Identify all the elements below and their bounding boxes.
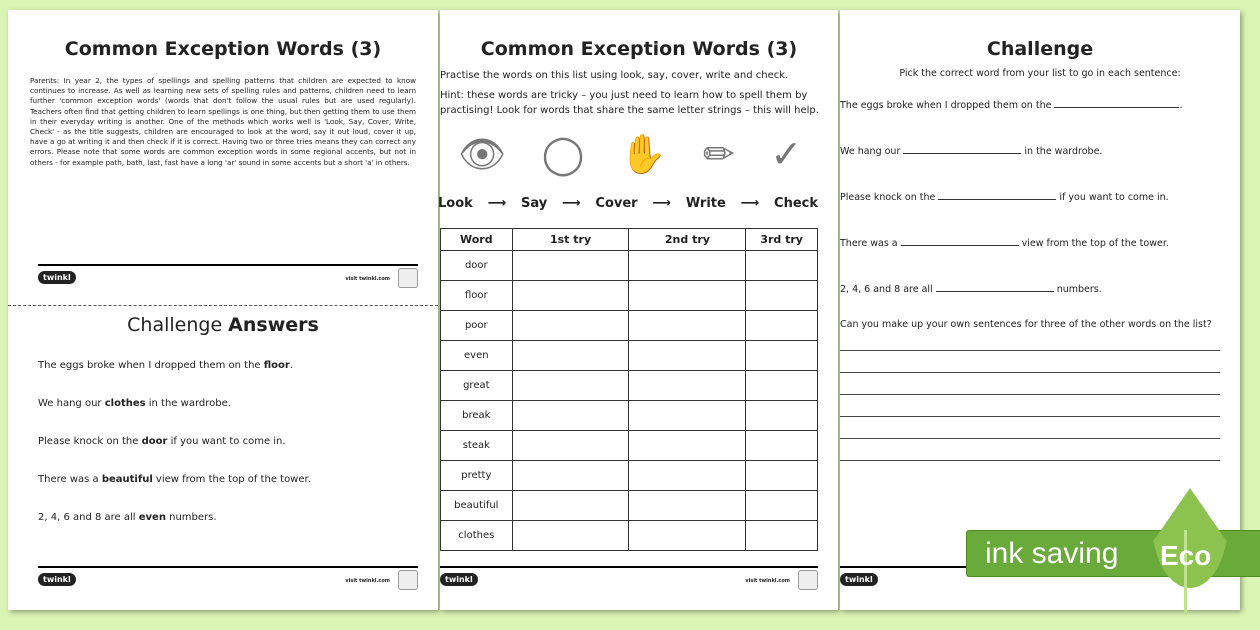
hand-icon: ✋ [619, 132, 668, 176]
pencil-icon: ✏ [702, 132, 735, 176]
table-row [441, 311, 818, 341]
arrow-icon: ⟶ [740, 196, 760, 211]
answer-sentence: 2, 4, 6 and 8 are all even numbers. [38, 512, 217, 523]
badge-icon [398, 268, 418, 288]
answer-sentence: The eggs broke when I dropped them on the floor. [38, 360, 294, 371]
table-row [441, 341, 818, 371]
answer-sentence: There was a beautiful view from the top of the tower. [38, 474, 311, 485]
page-title: Challenge [986, 38, 1094, 60]
try-cell[interactable] [629, 521, 746, 551]
try-cell[interactable] [629, 311, 746, 341]
page-title: Common Exception Words (3) [64, 38, 382, 60]
try-cell[interactable] [512, 401, 629, 431]
word-cell: beautiful [441, 491, 513, 521]
check-icon: ✓ [770, 132, 803, 176]
hint-text: Hint: these words are tricky – you just need to learn how to spell them by practising! Look for words that share the same letter strings – this will help. [440, 90, 819, 116]
intro-text: Practise the words on this list using look, say, cover, write and check. [440, 70, 789, 81]
table-row [441, 251, 818, 281]
arrow-icon: ⟶ [487, 196, 507, 211]
step-label: Look [438, 196, 473, 211]
try-cell[interactable] [746, 401, 818, 431]
answer-blank[interactable] [936, 282, 1054, 292]
column-header: 2nd try [629, 229, 746, 251]
visit-link[interactable]: visit twinkl.com [745, 578, 790, 584]
word-cell: poor [441, 311, 513, 341]
try-cell[interactable] [629, 401, 746, 431]
answer-blank[interactable] [901, 236, 1019, 246]
challenge-sentence: The eggs broke when I dropped them on the . [840, 100, 1183, 111]
try-cell[interactable] [512, 341, 629, 371]
try-cell[interactable] [746, 311, 818, 341]
word-cell: break [441, 401, 513, 431]
try-cell[interactable] [629, 491, 746, 521]
step-icons [440, 132, 820, 177]
answers-list [38, 360, 311, 550]
table-row [441, 401, 818, 431]
badge-icon [398, 570, 418, 590]
table-row [441, 431, 818, 461]
instruction: Pick the correct word from your list to go in each sentence: [899, 68, 1181, 79]
answer-sentence: Please knock on the door if you want to come in. [38, 436, 286, 447]
try-cell[interactable] [746, 281, 818, 311]
try-cell[interactable] [629, 431, 746, 461]
twinkl-logo: twinkl [38, 573, 76, 586]
try-cell[interactable] [746, 521, 818, 551]
challenge-sentence: We hang our in the wardrobe. [840, 146, 1103, 157]
sentence-list [840, 98, 1182, 328]
twinkl-logo: twinkl [440, 573, 478, 586]
try-cell[interactable] [512, 461, 629, 491]
try-cell[interactable] [746, 371, 818, 401]
word-cell: pretty [441, 461, 513, 491]
answer-blank[interactable] [903, 144, 1021, 154]
step-label: Write [685, 196, 726, 211]
step-label: Say [521, 196, 548, 211]
eco-badge: Eco [1160, 540, 1212, 571]
arrow-icon: ⟶ [652, 196, 672, 211]
try-cell[interactable] [512, 281, 629, 311]
challenge-sentence: There was a view from the top of the tower. [840, 238, 1169, 249]
answer-blank[interactable] [1054, 98, 1179, 108]
word-cell: door [441, 251, 513, 281]
parents-note: Parents: In year 2, the types of spellings and spelling patterns that children are expected to know continues to increase. As well as learning new sets of spelling rules and patterns, children need to learn further 'common exception words' (words that don't follow the usual rules but are used regularly). Teachers often find that getting children to learn spellings is one thing, but then getting them to use them in their everyday writing is another. One of the methods which works well is 'Look, Say, Cover, Write, Check' - as the title suggests, children are encouraged to look at the word, say it out loud, cover it up, have a go at writing it and then check if it is correct. Having two or three tries means they can correct any errors. Please note that some words are common exception words in some regional accents, but not in others - for example path, bath, last, fast have a long 'ar' sound in some accents but a short 'a' in others. [30, 76, 416, 167]
try-cell[interactable] [629, 281, 746, 311]
answer-sentence: We hang our clothes in the wardrobe. [38, 398, 231, 409]
word-cell: clothes [441, 521, 513, 551]
parents-page [8, 10, 438, 610]
try-cell[interactable] [629, 371, 746, 401]
word-cell: great [441, 371, 513, 401]
cut-line [8, 305, 438, 306]
visit-link[interactable]: visit twinkl.com [345, 276, 390, 282]
try-cell[interactable] [512, 491, 629, 521]
twinkl-logo: twinkl [840, 573, 878, 586]
word-cell: floor [441, 281, 513, 311]
table-row [441, 461, 818, 491]
eye-icon: 👁 [457, 132, 507, 176]
try-cell[interactable] [512, 311, 629, 341]
try-cell[interactable] [512, 371, 629, 401]
try-cell[interactable] [746, 461, 818, 491]
speech-bubble-icon: ◯ [541, 132, 585, 176]
word-cell: steak [441, 431, 513, 461]
try-cell[interactable] [512, 521, 629, 551]
challenge-sentence: 2, 4, 6 and 8 are all numbers. [840, 284, 1102, 295]
column-header: Word [441, 229, 513, 251]
step-label: Check [774, 196, 818, 211]
spelling-table [440, 228, 818, 551]
step-label: Cover [595, 196, 638, 211]
try-cell[interactable] [746, 491, 818, 521]
footer [38, 264, 418, 282]
try-cell[interactable] [629, 251, 746, 281]
eco-label: ink saving [985, 537, 1119, 570]
answers-title: Challenge Answers [127, 314, 319, 336]
steps-row [438, 196, 818, 211]
twinkl-logo: twinkl [38, 271, 76, 284]
table-row [441, 491, 818, 521]
table-row [441, 281, 818, 311]
try-cell[interactable] [746, 251, 818, 281]
column-header: 1st try [512, 229, 629, 251]
try-cell[interactable] [629, 341, 746, 371]
try-cell[interactable] [746, 431, 818, 461]
try-cell[interactable] [512, 251, 629, 281]
badge-icon [798, 570, 818, 590]
practice-page [440, 10, 838, 610]
table-row [441, 371, 818, 401]
page-title: Common Exception Words (3) [480, 38, 798, 60]
question: Can you make up your own sentences for three of the other words on the list? [840, 319, 1212, 330]
table-row [441, 521, 818, 551]
column-header: 3rd try [746, 229, 818, 251]
challenge-sentence: Please knock on the if you want to come in. [840, 192, 1169, 203]
visit-link[interactable]: visit twinkl.com [345, 578, 390, 584]
footer [38, 566, 418, 584]
arrow-icon: ⟶ [562, 196, 581, 211]
try-cell[interactable] [512, 431, 629, 461]
word-cell: even [441, 341, 513, 371]
answer-blank[interactable] [938, 190, 1056, 200]
try-cell[interactable] [629, 461, 746, 491]
try-cell[interactable] [746, 341, 818, 371]
footer [440, 566, 818, 584]
